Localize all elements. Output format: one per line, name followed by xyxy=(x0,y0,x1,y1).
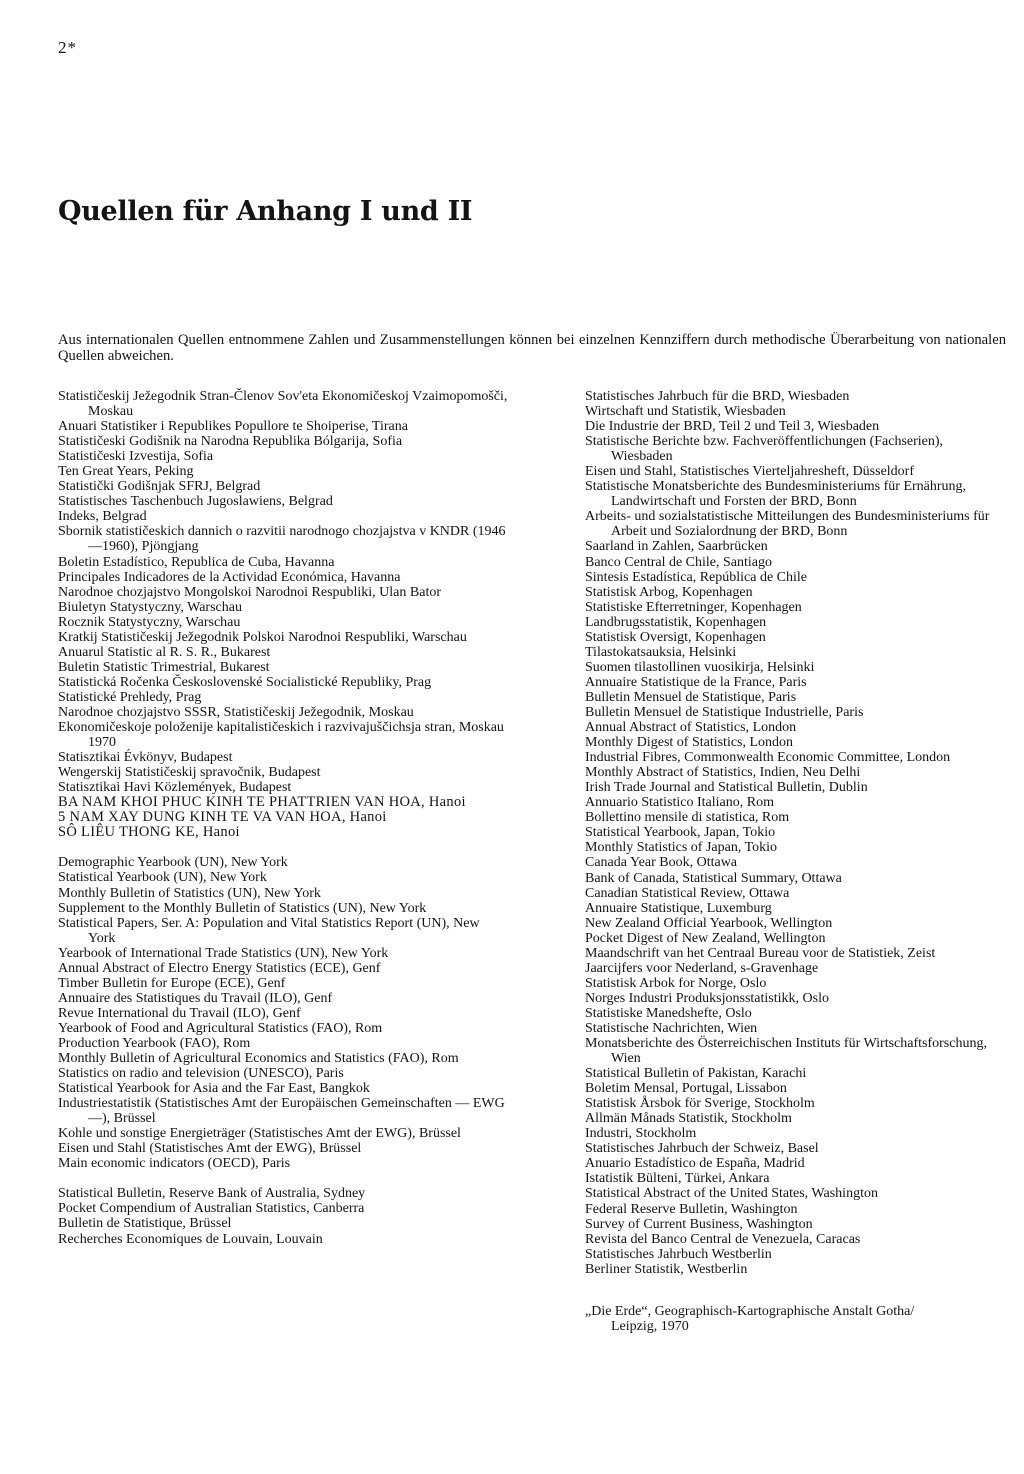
source-entry: Statistische Nachrichten, Wien xyxy=(585,1020,758,1036)
source-entry: Tilastokatsauksia, Helsinki xyxy=(585,644,737,660)
source-entry: New Zealand Official Yearbook, Wellington xyxy=(585,915,833,931)
source-entry: Timber Bulletin for Europe (ECE), Genf xyxy=(58,975,286,991)
source-entry: Statistisk Arbok for Norge, Oslo xyxy=(585,975,767,991)
source-entry: Monthly Bulletin of Statistics (UN), New York xyxy=(58,885,321,901)
source-entry: Statistisk Årsbok för Sverige, Stockholm xyxy=(585,1096,815,1112)
source-entry: Istatistik Bülteni, Türkei, Ankara xyxy=(585,1171,770,1187)
source-entry: Kohle und sonstige Energieträger (Statistisches Amt der EWG), Brüssel xyxy=(58,1126,461,1142)
sources-right-column xyxy=(585,389,999,1277)
source-entry: Maandschrift van het Centraal Bureau voor de Statistiek, Zeist xyxy=(585,945,936,961)
source-entry: Bulletin de Statistique, Brüssel xyxy=(58,1216,232,1232)
source-entry: Statističeskij Ježegodnik Stran-Členov Sov'eta Ekonomičeskoj Vzaimopomošči, Moskau xyxy=(58,389,508,420)
source-entry: Statistical Yearbook for Asia and the Far East, Bangkok xyxy=(58,1081,370,1097)
source-entry: Monatsberichte des Österreichischen Instituts für Wirtschaftsforschung, Wien xyxy=(585,1036,987,1067)
source-entry: Banco Central de Chile, Santiago xyxy=(585,554,773,570)
source-entry: Rocznik Statystyczny, Warschau xyxy=(58,614,241,630)
source-entry: Pocket Compendium of Australian Statistics, Canberra xyxy=(58,1201,365,1217)
source-entry: Statistical Bulletin, Reserve Bank of Australia, Sydney xyxy=(58,1186,366,1202)
source-entry: Jaarcijfers voor Nederland, s-Gravenhage xyxy=(585,960,819,976)
sources-left-column xyxy=(58,389,508,1247)
source-entry: Production Yearbook (FAO), Rom xyxy=(58,1035,251,1051)
source-entry: Suomen tilastollinen vuosikirja, Helsinki xyxy=(585,659,815,675)
source-entry: Canadian Statistical Review, Ottawa xyxy=(585,885,790,901)
source-entry: Statistički Godišnjak SFRJ, Belgrad xyxy=(58,479,261,495)
source-entry: Narodnoe chozjajstvo Mongolskoi Narodnoi Respubliki, Ulan Bator xyxy=(58,584,441,600)
source-entry: Ekonomičeskoje položenije kapitalističeskich i razvivajuščichsja stran, Moskau 1970 xyxy=(58,720,504,751)
source-entry: Saarland in Zahlen, Saarbrücken xyxy=(585,539,768,555)
source-entry: Allmän Månads Statistik, Stockholm xyxy=(585,1111,792,1127)
source-entry: Supplement to the Monthly Bulletin of Statistics (UN), New York xyxy=(58,900,427,916)
source-entry: Statistiske Manedshefte, Oslo xyxy=(585,1005,752,1021)
source-entry: Yearbook of International Trade Statistics (UN), New York xyxy=(58,945,389,961)
source-entry: Bulletin Mensuel de Statistique Industrielle, Paris xyxy=(585,704,864,720)
source-entry: Boletin Estadístico, Republica de Cuba, Havanna xyxy=(58,554,335,570)
source-entry: Annuaire des Statistiques du Travail (ILO), Genf xyxy=(58,990,333,1006)
source-entry: Ten Great Years, Peking xyxy=(58,464,194,480)
source-entry: Statističeski Godišnik na Narodna Republika Bólgarija, Sofia xyxy=(58,434,403,450)
source-entry: Statistische Monatsberichte des Bundesministeriums für Ernährung, Landwirtschaft und Forsten der BRD, Bonn xyxy=(585,479,967,510)
source-entry: Monthly Digest of Statistics, London xyxy=(585,735,794,751)
source-entry: Statistical Yearbook (UN), New York xyxy=(58,870,267,886)
source-entry: Statistical Bulletin of Pakistan, Karachi xyxy=(585,1066,807,1082)
source-entry: Bulletin Mensuel de Statistique, Paris xyxy=(585,689,797,705)
source-entry: Statistická Ročenka Československé Socialistické Republiky, Prag xyxy=(58,674,432,690)
source-entry: Wengerskij Statističeskij spravočnik, Budapest xyxy=(58,765,321,781)
source-entry: Statistische Berichte bzw. Fachveröffentlichungen (Fachserien), Wiesbaden xyxy=(585,434,944,465)
source-entry: Survey of Current Business, Washington xyxy=(585,1216,813,1232)
source-entry: Arbeits- und sozialstatistische Mitteilungen des Bundesministeriums für Arbeit und Sozialordnung der BRD, Bonn xyxy=(585,509,990,540)
source-entry: Monthly Bulletin of Agricultural Economics and Statistics (FAO), Rom xyxy=(58,1051,459,1067)
source-entry: Statistisches Jahrbuch für die BRD, Wiesbaden xyxy=(585,389,850,404)
source-entry: Statistical Papers, Ser. A: Population and Vital Statistics Report (UN), New York xyxy=(58,915,480,946)
source-entry: Narodnoe chozjajstvo SSSR, Statističeskij Ježegodnik, Moskau xyxy=(58,704,414,720)
source-entry: 5 NAM XAY DUNG KINH TE VA VAN HOA, Hanoi xyxy=(58,809,387,826)
source-entry: Monthly Abstract of Statistics, Indien, Neu Delhi xyxy=(585,765,861,781)
source-entry: Biuletyn Statystyczny, Warschau xyxy=(58,599,242,615)
source-entry: Statisztikai Havi Közlemények, Budapest xyxy=(58,780,292,796)
source-entry: Statisztikai Évkönyv, Budapest xyxy=(58,750,233,766)
map-source-line-1: „Die Erde“, Geographisch-Kartographische Anstalt Gotha/ xyxy=(585,1304,915,1319)
source-entry: Statistické Prehledy, Prag xyxy=(58,689,202,705)
source-entry: Norges Industri Produksjonsstatistikk, Oslo xyxy=(585,990,829,1006)
source-entry: Main economic indicators (OECD), Paris xyxy=(58,1156,291,1172)
source-entry: Principales Indicadores de la Actividad Económica, Havanna xyxy=(58,569,401,585)
source-entry: Yearbook of Food and Agricultural Statistics (FAO), Rom xyxy=(58,1020,383,1036)
source-entry: Industriestatistik (Statistisches Amt der Europäischen Gemeinschaften — EWG —), Brüssel xyxy=(58,1096,505,1127)
source-entry: Demographic Yearbook (UN), New York xyxy=(58,855,288,871)
map-source-entry xyxy=(585,1304,995,1334)
source-entry: Bollettino mensile di statistica, Rom xyxy=(585,810,790,826)
source-entry: Anuarul Statistic al R. S. R., Bukarest xyxy=(58,644,271,660)
source-entry: Annual Abstract of Statistics, London xyxy=(585,720,797,736)
source-entry: Eisen und Stahl, Statistisches Vierteljahresheft, Düsseldorf xyxy=(585,464,915,480)
source-entry: Statistisches Jahrbuch Westberlin xyxy=(585,1246,772,1262)
source-entry: Industrial Fibres, Commonwealth Economic Committee, London xyxy=(585,750,951,766)
source-entry: Berliner Statistik, Westberlin xyxy=(585,1261,748,1277)
source-entry: Bank of Canada, Statistical Summary, Ottawa xyxy=(585,870,842,886)
source-entry: Statistiske Efterretninger, Kopenhagen xyxy=(585,599,802,615)
source-entry: Statistical Abstract of the United States, Washington xyxy=(585,1186,878,1202)
source-entry: Canada Year Book, Ottawa xyxy=(585,855,738,871)
source-entry: Anuario Estadístico de España, Madrid xyxy=(585,1156,805,1172)
source-entry: Pocket Digest of New Zealand, Wellington xyxy=(585,930,826,946)
source-entry: Statistical Yearbook, Japan, Tokio xyxy=(585,825,776,841)
source-entry: Annuaire Statistique, Luxemburg xyxy=(585,900,772,916)
source-entry: Revista del Banco Central de Venezuela, Caracas xyxy=(585,1231,861,1247)
page-marker: 2* xyxy=(58,38,77,57)
source-entry: SÔ LIÊU THONG KE, Hanoi xyxy=(58,824,240,841)
source-entry: Federal Reserve Bulletin, Washington xyxy=(585,1201,798,1217)
source-entry: Annual Abstract of Electro Energy Statistics (ECE), Genf xyxy=(58,960,381,976)
source-entry: Landbrugsstatistik, Kopenhagen xyxy=(585,614,767,630)
source-entry: Buletin Statistic Trimestrial, Bukarest xyxy=(58,659,270,675)
source-entry: Industri, Stockholm xyxy=(585,1126,697,1142)
source-entry: Irish Trade Journal and Statistical Bulletin, Dublin xyxy=(585,780,868,796)
source-entry: Recherches Economiques de Louvain, Louvain xyxy=(58,1231,323,1247)
intro-note: Aus internationalen Quellen entnommene Zahlen und Zusammenstellungen können bei einzelnen Kennziffern durch methodische Überarbeitung von nationalen Quellen abweichen. xyxy=(58,332,1006,364)
source-entry: Eisen und Stahl (Statistisches Amt der EWG), Brüssel xyxy=(58,1141,362,1157)
map-source-line-2: Leipzig, 1970 xyxy=(611,1319,689,1334)
page-title: Quellen für Anhang I und II xyxy=(58,196,473,227)
source-entry: Revue International du Travail (ILO), Genf xyxy=(58,1005,301,1021)
source-entry: Statistisches Jahrbuch der Schweiz, Basel xyxy=(585,1141,819,1157)
source-entry: Die Industrie der BRD, Teil 2 und Teil 3, Wiesbaden xyxy=(585,419,880,435)
source-entry: Monthly Statistics of Japan, Tokio xyxy=(585,840,778,856)
source-entry: Indeks, Belgrad xyxy=(58,509,147,525)
source-entry: Wirtschaft und Statistik, Wiesbaden xyxy=(585,404,786,420)
source-entry: Sbornik statističeskich dannich o razvitii narodnogo chozjajstva v KNDR (1946—1960), Pjöngjang xyxy=(58,524,506,555)
source-entry: BA NAM KHOI PHUC KINH TE PHATTRIEN VAN HOA, Hanoi xyxy=(58,794,466,811)
source-entry: Anuari Statistiker i Republikes Popullore te Shoiperise, Tirana xyxy=(58,419,408,435)
source-entry: Kratkij Statističeskij Ježegodnik Polskoi Narodnoi Respubliki, Warschau xyxy=(58,629,467,645)
source-entry: Statistisches Taschenbuch Jugoslawiens, Belgrad xyxy=(58,494,333,510)
source-entry: Statistisk Arbog, Kopenhagen xyxy=(585,584,753,600)
source-entry: Sintesis Estadística, República de Chile xyxy=(585,569,808,585)
source-entry: Statistics on radio and television (UNESCO), Paris xyxy=(58,1066,344,1082)
source-entry: Boletim Mensal, Portugal, Lissabon xyxy=(585,1081,787,1097)
source-entry: Annuario Statistico Italiano, Rom xyxy=(585,795,774,811)
source-entry: Annuaire Statistique de la France, Paris xyxy=(585,674,807,690)
source-entry: Statistisk Oversigt, Kopenhagen xyxy=(585,629,766,645)
source-entry: Statističeski Izvestija, Sofia xyxy=(58,449,214,465)
